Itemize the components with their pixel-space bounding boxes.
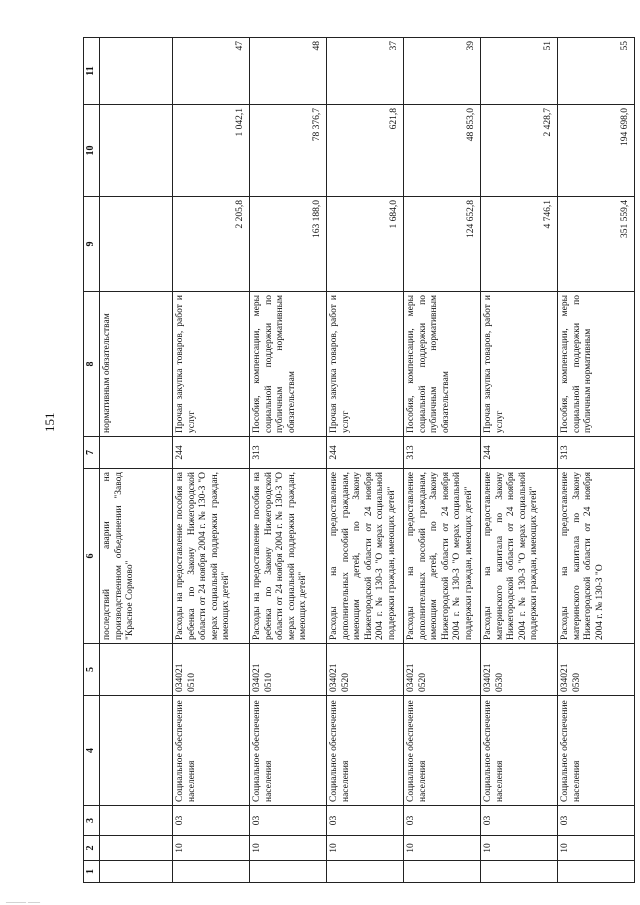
cell-col-1	[558, 861, 635, 883]
cell-col-1	[100, 861, 173, 883]
cell-col-9: 1 684,0	[327, 197, 404, 292]
column-header-8: 8	[84, 292, 100, 437]
cell-col-11	[100, 38, 173, 105]
cell-col-5: 034021 0520	[404, 644, 481, 696]
column-header-7: 7	[84, 437, 100, 469]
cell-col-8: Пособия, компенсации, меры социальной поддержки по публичным нормативным обязательствам	[250, 292, 327, 437]
column-header-11: 11	[84, 38, 100, 105]
cell-col-8: нормативным обязательствам	[100, 292, 173, 437]
table-row	[100, 38, 173, 883]
cell-col-6: Расходы на предоставление дополнительных пособий гражданам, имеющим детей, по Закону Нижегородской области от 24 ноября 2004 г. № 130-З "О мерах социальной поддержки граждан, имеющих детей"	[327, 469, 404, 644]
cell-col-2: 10	[327, 836, 404, 861]
cell-col-10: 48 853,0	[404, 105, 481, 197]
table-row	[327, 38, 404, 883]
cell-col-7: 313	[404, 437, 481, 469]
cell-col-5: 034021 0530	[558, 644, 635, 696]
cell-col-9: 351 559,4	[558, 197, 635, 292]
table-row	[558, 38, 635, 883]
cell-col-9: 124 652,8	[404, 197, 481, 292]
cell-col-3: 03	[558, 806, 635, 836]
cell-col-6: последствий аварии на производственном объединении "Завод "Красное Сормово"	[100, 469, 173, 644]
cell-col-8: Прочая закупка товаров, работ и услуг	[173, 292, 250, 437]
cell-col-5: 034021 0520	[327, 644, 404, 696]
cell-col-9	[100, 197, 173, 292]
cell-col-7: 244	[173, 437, 250, 469]
cell-col-10: 194 698,0	[558, 105, 635, 197]
cell-col-8: Пособия, компенсации, меры социальной поддержки по публичным нормативным	[558, 292, 635, 437]
cell-col-2: 10	[404, 836, 481, 861]
cell-col-7: 244	[481, 437, 558, 469]
cell-col-3: 03	[173, 806, 250, 836]
cell-col-8: Прочая закупка товаров, работ и услуг	[327, 292, 404, 437]
cell-col-8: Пособия, компенсации, меры социальной поддержки по публичным нормативным обязательствам	[404, 292, 481, 437]
cell-col-3: 03	[481, 806, 558, 836]
cell-col-9: 163 188,0	[250, 197, 327, 292]
cell-col-2	[100, 836, 173, 861]
table-row	[481, 38, 558, 883]
cell-col-10	[100, 105, 173, 197]
cell-col-5: 034021 0530	[481, 644, 558, 696]
table-row	[250, 38, 327, 883]
header-row	[84, 38, 100, 883]
column-header-10: 10	[84, 105, 100, 197]
budget-table	[83, 37, 635, 883]
cell-col-2: 10	[558, 836, 635, 861]
column-header-3: 3	[84, 806, 100, 836]
column-header-4: 4	[84, 696, 100, 806]
scan-margin-mark: _____ ___	[6, 895, 40, 904]
cell-col-10: 2 428,7	[481, 105, 558, 197]
cell-col-6: Расходы на предоставление пособия на ребенка по Закону Нижегородской области от 24 ноября 2004 г. № 130-З "О мерах социальной поддержки граждан, имеющих детей"	[173, 469, 250, 644]
cell-col-4: Социальное обеспечение населения	[173, 696, 250, 806]
rotated-table-wrapper	[83, 38, 631, 883]
cell-col-1	[327, 861, 404, 883]
cell-col-1	[481, 861, 558, 883]
cell-col-7	[100, 437, 173, 469]
cell-col-2: 10	[250, 836, 327, 861]
rotated-page-area	[83, 38, 631, 883]
cell-col-4	[100, 696, 173, 806]
column-header-1: 1	[84, 861, 100, 883]
cell-col-9: 4 746,1	[481, 197, 558, 292]
cell-col-11: 51	[481, 38, 558, 105]
column-header-6: 6	[84, 469, 100, 644]
cell-col-3: 03	[250, 806, 327, 836]
column-header-5: 5	[84, 644, 100, 696]
cell-col-6: Расходы на предоставление пособия на ребенка по Закону Нижегородской области от 24 ноября 2004 г. № 130-З "О мерах социальной поддержки граждан, имеющих детей"	[250, 469, 327, 644]
cell-col-4: Социальное обеспечение населения	[481, 696, 558, 806]
cell-col-6: Расходы на предоставление материнского капитала по Закону Нижегородской области от 24 ноября 2004 г. № 130-З "О мерах социальной поддержки граждан, имеющих детей"	[481, 469, 558, 644]
page-number: 151	[42, 412, 57, 432]
cell-col-5	[100, 644, 173, 696]
cell-col-7: 244	[327, 437, 404, 469]
cell-col-6: Расходы на предоставление дополнительных пособий гражданам, имеющим детей, по Закону Нижегородской области от 24 ноября 2004 г. № 130-З "О мерах социальной поддержки граждан, имеющих детей"	[404, 469, 481, 644]
cell-col-5: 034021 0510	[250, 644, 327, 696]
column-header-2: 2	[84, 836, 100, 861]
cell-col-4: Социальное обеспечение населения	[327, 696, 404, 806]
table-row	[404, 38, 481, 883]
cell-col-4: Социальное обеспечение населения	[558, 696, 635, 806]
cell-col-3: 03	[404, 806, 481, 836]
cell-col-8: Прочая закупка товаров, работ и услуг	[481, 292, 558, 437]
cell-col-1	[404, 861, 481, 883]
cell-col-11: 39	[404, 38, 481, 105]
cell-col-9: 2 205,8	[173, 197, 250, 292]
cell-col-1	[250, 861, 327, 883]
cell-col-2: 10	[173, 836, 250, 861]
cell-col-3: 03	[327, 806, 404, 836]
cell-col-4: Социальное обеспечение населения	[404, 696, 481, 806]
column-header-9: 9	[84, 197, 100, 292]
cell-col-7: 313	[250, 437, 327, 469]
table-row	[173, 38, 250, 883]
cell-col-2: 10	[481, 836, 558, 861]
cell-col-10: 621,8	[327, 105, 404, 197]
cell-col-5: 034021 0510	[173, 644, 250, 696]
cell-col-3	[100, 806, 173, 836]
cell-col-6: Расходы на предоставление материнского капитала по Закону Нижегородской области от 24 ноября 2004 г. № 130-З "О	[558, 469, 635, 644]
cell-col-4: Социальное обеспечение населения	[250, 696, 327, 806]
cell-col-11: 37	[327, 38, 404, 105]
cell-col-11: 48	[250, 38, 327, 105]
cell-col-10: 78 376,7	[250, 105, 327, 197]
cell-col-7: 313	[558, 437, 635, 469]
table-body	[100, 38, 635, 883]
cell-col-11: 47	[173, 38, 250, 105]
cell-col-11: 55	[558, 38, 635, 105]
cell-col-10: 1 042,1	[173, 105, 250, 197]
cell-col-1	[173, 861, 250, 883]
